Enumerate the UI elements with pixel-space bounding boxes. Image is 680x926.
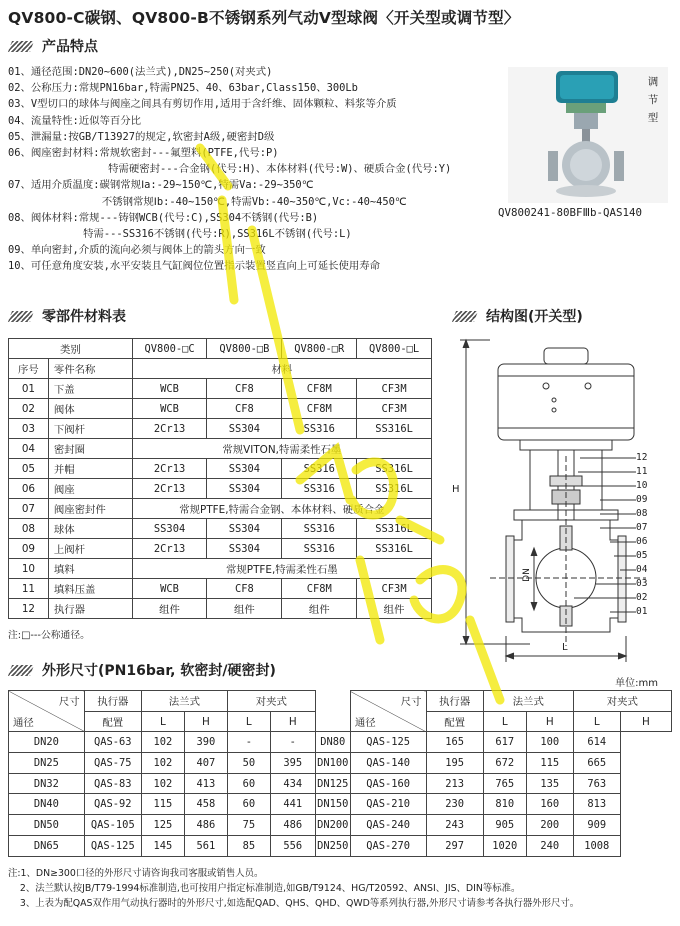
dim-cell-wl: 75 [227,815,270,836]
part-no: 08 [9,519,49,539]
part-material-r: SS316 [282,419,357,439]
parts-table [8,338,432,619]
table-header-row [9,691,672,712]
structure-diagram [450,326,676,666]
callout: 05 [636,550,648,561]
part-material-c: 2Cr13 [132,459,207,479]
dim-cell-fl: 102 [141,732,184,753]
photo-tag: 调 节 型 [647,76,659,124]
feature-item: 02、公称压力:常规PN16bar,特需PN25、40、63bar,Class150、300Lb [8,82,358,95]
part-material-l: SS316L [357,539,432,559]
dim-cell-wl: 85 [227,835,270,856]
table-row [9,519,432,539]
part-material-b: SS304 [207,419,282,439]
dim-cell-dn: DN32 [9,773,85,794]
dim-cell-wh: 665 [573,753,620,774]
table-row [9,419,432,439]
dim-cell-wh: 813 [573,794,620,815]
dim-cell-fl: 195 [426,753,483,774]
callout: 12 [636,452,648,463]
dim-cell-fl: 243 [426,815,483,836]
dim-cell-fl: 102 [141,753,184,774]
dim-cell-wh: 434 [270,773,315,794]
page-title: QV800-C碳钢、QV800-B不锈钢系列气动V型球阀〈开关型或调节型〉 [8,9,520,27]
header-actuator: 执行器 [426,691,483,712]
part-name: 上阀杆 [48,539,132,559]
callout: 03 [636,578,648,589]
features-list [8,64,451,274]
feature-item: 特需---SS316不锈钢(代号:R),SS316L不锈钢(代号:L) [8,227,352,240]
dim-cell-fh: 905 [483,815,526,836]
part-material-l: 组件 [357,599,432,619]
dim-cell-act: QAS-125 [350,732,426,753]
dim-cell-wh: 441 [270,794,315,815]
section-parts-heading: 零部件材料表 [10,306,126,326]
callout: 09 [636,494,648,505]
header-wafer: 对夹式 [227,691,315,712]
dim-cell-fh: 458 [184,794,227,815]
section-structure-heading: 结构图(开关型) [454,306,583,326]
part-material-l: CF3M [357,399,432,419]
table-row [9,439,432,459]
dim-cell-fl: 125 [141,815,184,836]
table-row [9,579,432,599]
dim-label-dn: DN [521,568,532,582]
section-features-heading: 产品特点 [10,36,98,56]
part-no: 07 [9,499,49,519]
dim-cell-wl: 50 [227,753,270,774]
dim-cell-act: QAS-140 [350,753,426,774]
dim-cell-fh: 407 [184,753,227,774]
part-material-c: WCB [132,399,207,419]
header-col-l: QV800-□L [357,339,432,359]
unit-label: 单位:mm [615,678,658,689]
header-category: 类别 [9,339,133,359]
header-config: 配置 [84,711,141,732]
table-row [9,399,432,419]
dim-cell-dn: DN65 [9,835,85,856]
section-marker-icon [8,311,34,322]
dim-cell-act: QAS-75 [84,753,141,774]
part-material-b: 组件 [207,599,282,619]
part-material-b: CF8 [207,399,282,419]
part-material-r: 组件 [282,599,357,619]
part-material-b: SS304 [207,519,282,539]
table-row [9,773,672,794]
callout: 07 [636,522,648,533]
dim-label-h: H [452,484,460,495]
dim-cell-dn: DN150 [315,794,350,815]
header-name: 零件名称 [48,359,132,379]
header-col-b: QV800-□B [207,339,282,359]
dim-cell-fl: 297 [426,835,483,856]
part-name: 下盖 [48,379,132,399]
part-no: 01 [9,379,49,399]
dim-label-l: L [562,642,568,653]
part-material-b: SS304 [207,539,282,559]
table-row [9,794,672,815]
dim-cell-wl: 135 [526,773,573,794]
part-material-b: CF8 [207,579,282,599]
dim-cell-dn: DN50 [9,815,85,836]
part-name: 填料 [48,559,132,579]
part-material-r: CF8M [282,399,357,419]
part-material-c: 2Cr13 [132,479,207,499]
dim-cell-fh: 561 [184,835,227,856]
part-material-span: 常规VITON,特需柔性石墨 [132,439,431,459]
table-header-row [9,359,432,379]
table-header-row: 配置 L H L H 配置 L H L H [9,711,672,732]
dim-cell-act: QAS-240 [350,815,426,836]
feature-item: 07、适用介质温度:碳钢常规Ⅰa:-29~150℃,特需Va:-29~350℃ [8,179,314,192]
part-name: 并帽 [48,459,132,479]
part-material-span: 常规PTFE,特需柔性石墨 [132,559,431,579]
dim-cell-dn: DN25 [9,753,85,774]
callout: 10 [636,480,648,491]
footnote: 注:1、DN≥300口径的外形尺寸请咨询我司客服或销售人员。 [8,868,264,879]
section-marker-icon [452,311,478,322]
table-row [9,599,432,619]
dim-cell-act: QAS-270 [350,835,426,856]
dim-cell-fl: 165 [426,732,483,753]
feature-item: 08、阀体材料:常规---铸钢WCB(代号:C),SS304不锈钢(代号:B) [8,211,319,224]
dim-cell-wl: 115 [526,753,573,774]
part-no: 02 [9,399,49,419]
dim-cell-wl: 240 [526,835,573,856]
part-no: 09 [9,539,49,559]
part-material-r: CF8M [282,579,357,599]
dim-cell-act: QAS-63 [84,732,141,753]
part-name: 执行器 [48,599,132,619]
callout: 02 [636,592,648,603]
part-material-c: 2Cr13 [132,419,207,439]
dim-cell-fl: 230 [426,794,483,815]
dim-cell-fh: 810 [483,794,526,815]
part-material-b: SS304 [207,459,282,479]
dim-cell-fh: 1020 [483,835,526,856]
header-flange: 法兰式 [141,691,227,712]
header-actuator: 执行器 [84,691,141,712]
part-name: 阀座 [48,479,132,499]
dim-cell-act: QAS-125 [84,835,141,856]
table-row [9,459,432,479]
parts-note: 注:□---公称通径。 [8,630,90,641]
table-row [9,379,432,399]
dim-cell-wl: 100 [526,732,573,753]
part-no: 06 [9,479,49,499]
header-no: 序号 [9,359,49,379]
dim-cell-wh: 614 [573,732,620,753]
dim-cell-fh: 390 [184,732,227,753]
part-material-c: 组件 [132,599,207,619]
dim-cell-dn: DN125 [315,773,350,794]
feature-item: 09、单向密封,介质的流向必须与阀体上的箭头方向一致 [8,244,266,257]
dim-cell-act: QAS-105 [84,815,141,836]
dim-cell-wl: 200 [526,815,573,836]
section-marker-icon [8,665,34,676]
header-wafer: 对夹式 [573,691,671,712]
part-name: 阀体 [48,399,132,419]
part-material-c: 2Cr13 [132,539,207,559]
dim-cell-dn: DN80 [315,732,350,753]
dim-cell-wl: - [227,732,270,753]
part-material-b: CF8 [207,379,282,399]
part-material-c: SS304 [132,519,207,539]
header-col-r: QV800-□R [282,339,357,359]
dim-cell-fl: 145 [141,835,184,856]
header-config: 配置 [426,711,483,732]
section-dimensions-heading: 外形尺寸(PN16bar, 软密封/硬密封) [10,660,276,680]
feature-item: 04、流量特性:近似等百分比 [8,114,142,127]
header-diag-cell: 尺寸 通径 [9,691,85,732]
callout: 01 [636,606,648,617]
dim-cell-wl: 160 [526,794,573,815]
part-no: 03 [9,419,49,439]
table-row [9,559,432,579]
photo-caption: QV800241-80BFⅢb-QAS140 [498,206,642,219]
part-no: 05 [9,459,49,479]
footnote: 3、上表为配QAS双作用气动执行器时的外形尺寸,如选配QAD、QHS、QHD、QWD等系列执行器,外形尺寸请参考各执行器外形尺寸。 [8,898,580,909]
dim-cell-dn: DN20 [9,732,85,753]
part-material-c: WCB [132,379,207,399]
dim-cell-fh: 413 [184,773,227,794]
part-material-r: SS316 [282,479,357,499]
part-name: 球体 [48,519,132,539]
table-row [9,815,672,836]
dim-cell-wh: 763 [573,773,620,794]
feature-item: 不锈钢常规Ⅰb:-40~150℃,特需Vb:-40~350℃,Vc:-40~450℃ [8,195,407,208]
part-material-l: CF3M [357,379,432,399]
table-row [9,753,672,774]
part-no: 04 [9,439,49,459]
dim-cell-wh: 1008 [573,835,620,856]
part-material-c: WCB [132,579,207,599]
header-material: 材料 [132,359,431,379]
part-no: 10 [9,559,49,579]
dim-cell-fl: 115 [141,794,184,815]
part-name: 密封圈 [48,439,132,459]
section-marker-icon [8,41,34,52]
dim-cell-dn: DN200 [315,815,350,836]
dim-cell-fh: 486 [184,815,227,836]
dim-cell-fh: 617 [483,732,526,753]
part-name: 阀座密封件 [48,499,132,519]
dim-cell-wh: 395 [270,753,315,774]
part-material-l: SS316L [357,479,432,499]
callout: 06 [636,536,648,547]
dim-cell-act: QAS-160 [350,773,426,794]
dim-cell-dn: DN250 [315,835,350,856]
dim-cell-wh: 486 [270,815,315,836]
callout: 04 [636,564,648,575]
dimensions-table [8,690,672,857]
part-material-l: SS316L [357,519,432,539]
dim-cell-act: QAS-83 [84,773,141,794]
callout: 11 [636,466,648,477]
part-material-r: CF8M [282,379,357,399]
part-material-l: SS316L [357,459,432,479]
dim-cell-fh: 765 [483,773,526,794]
part-material-l: CF3M [357,579,432,599]
callout: 08 [636,508,648,519]
feature-item: 01、通径范围:DN20~600(法兰式),DN25~250(对夹式) [8,66,273,78]
dim-cell-fl: 102 [141,773,184,794]
product-photo [508,67,668,203]
header-flange: 法兰式 [483,691,573,712]
feature-item: 10、可任意角度安装,水平安装且气缸阀位位置指示装置竖直向上可延长使用寿命 [8,260,381,273]
part-no: 11 [9,579,49,599]
feature-item: 05、泄漏量:按GB/T13927的规定,软密封A级,硬密封D级 [8,130,275,143]
callout-numbers [636,451,647,619]
part-material-span: 常规PTFE,特需合金钢、本体材料、硬质合金 [132,499,431,519]
dim-cell-dn: DN40 [9,794,85,815]
part-name: 下阀杆 [48,419,132,439]
part-material-r: SS316 [282,459,357,479]
dim-cell-act: QAS-210 [350,794,426,815]
header-diag-cell: 尺寸 通径 [350,691,426,732]
dim-cell-wh: 556 [270,835,315,856]
part-material-r: SS316 [282,539,357,559]
valve-photo-icon [508,67,668,203]
feature-item: 03、V型切口的球体与阀座之间具有剪切作用,适用于含纤维、固体颗粒、料浆等介质 [8,98,397,111]
dim-cell-fl: 213 [426,773,483,794]
footnotes [8,866,579,911]
table-header-row [9,339,432,359]
table-row [9,732,672,753]
part-name: 填料压盖 [48,579,132,599]
part-material-b: SS304 [207,479,282,499]
part-material-l: SS316L [357,419,432,439]
part-material-r: SS316 [282,519,357,539]
dim-cell-wh: 909 [573,815,620,836]
dim-cell-wl: 60 [227,773,270,794]
dim-cell-act: QAS-92 [84,794,141,815]
table-row [9,499,432,519]
dim-cell-fh: 672 [483,753,526,774]
part-no: 12 [9,599,49,619]
dim-cell-dn: DN100 [315,753,350,774]
dim-cell-wh: - [270,732,315,753]
table-row [9,479,432,499]
header-col-c: QV800-□C [132,339,207,359]
table-row [9,835,672,856]
table-row [9,539,432,559]
feature-item: 06、阀座密封材料:常规软密封---氟塑料(PTFE,代号:P) [8,146,279,159]
dim-cell-wl: 60 [227,794,270,815]
feature-item: 特需硬密封---合金钢(代号:H)、本体材料(代号:W)、硬质合金(代号:Y) [8,163,452,176]
footnote: 2、法兰默认按JB/T79-1994标准制造,也可按用户指定标准制造,如GB/T9124、HG/T20592、ANSI、JIS、DIN等标准。 [8,883,521,894]
